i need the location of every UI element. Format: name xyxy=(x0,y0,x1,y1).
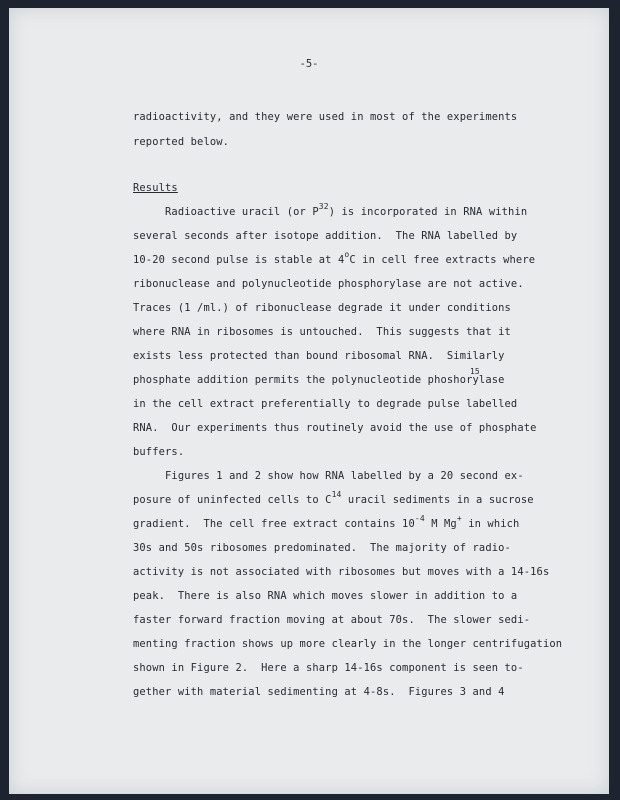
p1-line-5: Traces (1 /ml.) of ribonuclease degrade it under conditions xyxy=(133,302,511,314)
p2-line-2: posure of uninfected cells to $C^{14}$ uracil sediments in a sucrose xyxy=(133,490,534,506)
p1-line-2: several seconds after isotope addition. The RNA labelled by xyxy=(133,230,518,242)
p2-sup-14: 14 xyxy=(331,490,342,499)
p1-line-9: in the cell extract preferentially to degrade pulse labelled xyxy=(133,398,518,410)
p2-line-5: activity is not associated with ribosomes but moves with a 14-16s xyxy=(133,566,550,578)
p1-line-11: buffers. xyxy=(133,446,185,458)
p1-line-1: Radioactive uracil (or $P^{32}$) is incorporated in RNA within xyxy=(133,202,528,218)
p2-line-9: shown in Figure 2. Here a sharp 14-16s component is seen to- xyxy=(133,662,524,674)
p2-line-6: peak. There is also RNA which moves slower in addition to a xyxy=(133,590,518,602)
intro-line-2: reported below. xyxy=(133,136,230,148)
intro-line-1: radioactivity, and they were used in most of the experiments xyxy=(133,111,518,123)
p2-line-3: gradient. The cell free extract contains $10^{-4}$ M Mg+ in which xyxy=(133,514,520,530)
p1-line-3: 10-20 second pulse is stable at 4$^o$C in cell free extracts where xyxy=(133,250,536,266)
p2-line-4: 30s and 50s ribosomes predominated. The majority of radio- xyxy=(133,542,511,554)
p1-line-10: RNA. Our experiments thus routinely avoid the use of phosphate xyxy=(133,422,537,434)
p2-line-8: menting fraction shows up more clearly in the longer centrifugation xyxy=(133,638,563,650)
footnote-ref-15: 15 xyxy=(470,367,480,376)
p2-sup-plus: + xyxy=(456,514,462,523)
p1-line-8: phosphate addition permits the polynucleotide phoshorylase xyxy=(133,374,505,386)
p1-line-4: ribonuclease and polynucleotide phosphorylase are not active. xyxy=(133,278,524,290)
p2-line-10: gether with material sedimenting at 4-8s. Figures 3 and 4 xyxy=(133,686,505,698)
paper-sheet xyxy=(9,8,609,794)
p1-sup-32: 32 xyxy=(318,202,329,211)
page-number: -5- xyxy=(299,58,319,70)
p1-sup-degree: o xyxy=(344,250,350,259)
p2-line-1: Figures 1 and 2 show how RNA labelled by a 20 second ex- xyxy=(133,470,524,482)
p1-line-6: where RNA in ribosomes is untouched. This suggests that it xyxy=(133,326,511,338)
p2-line-7: faster forward fraction moving at about 70s. The slower sedi- xyxy=(133,614,531,626)
results-heading: Results xyxy=(133,182,178,194)
p1-line-7: exists less protected than bound ribosomal RNA. Similarly xyxy=(133,350,505,362)
p2-sup-neg4: -4 xyxy=(414,514,425,523)
